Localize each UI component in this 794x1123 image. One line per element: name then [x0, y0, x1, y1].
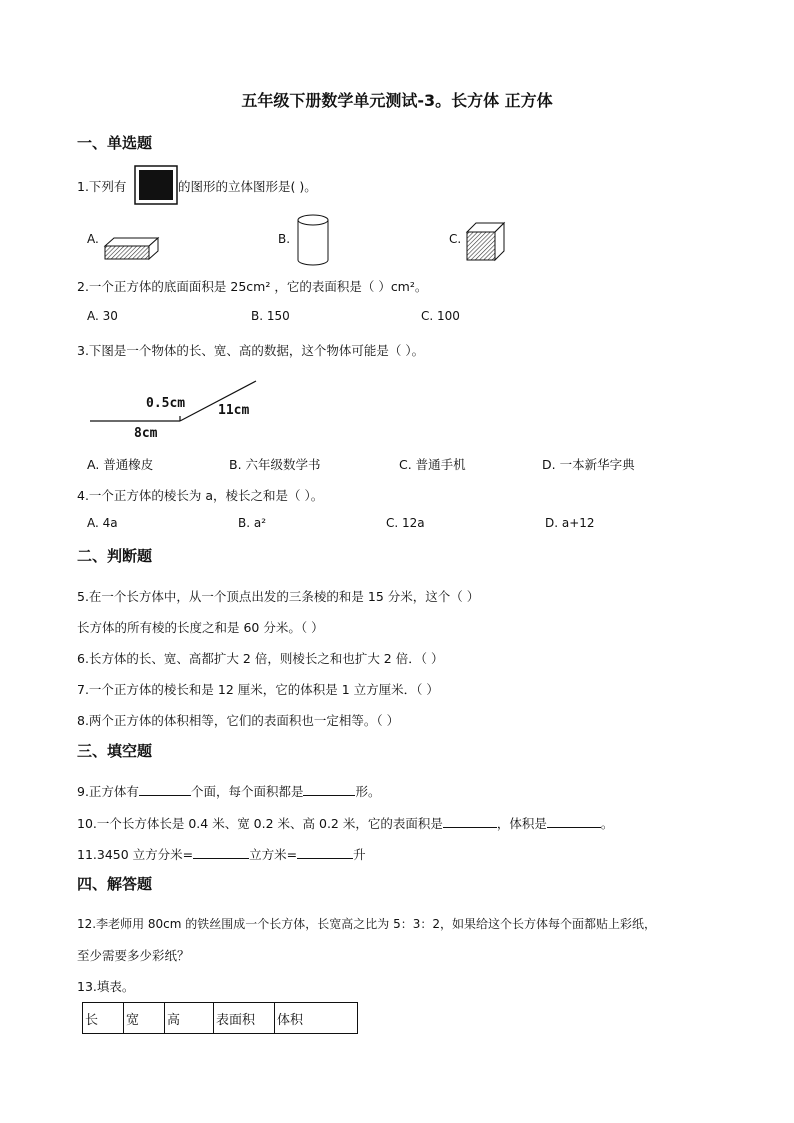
section-heading-problem-solving: 四、解答题	[77, 875, 153, 893]
q4-option-d[interactable]: D. a+12	[545, 516, 595, 530]
answer-blank[interactable]	[297, 846, 353, 859]
figure-label-length: 11cm	[218, 403, 250, 418]
question-11-part-2: 立方米=	[249, 847, 298, 862]
section-heading-true-false: 二、判断题	[77, 547, 153, 565]
section-heading-single-choice: 一、单选题	[77, 134, 153, 152]
answer-blank[interactable]	[443, 815, 497, 828]
answer-blank[interactable]	[303, 783, 355, 796]
q2-option-c[interactable]: C. 100	[421, 309, 460, 323]
question-11-part-3: 升	[353, 847, 366, 862]
q4-option-c[interactable]: C. 12a	[386, 516, 425, 530]
question-13: 13.填表。	[77, 979, 135, 994]
question-10	[77, 814, 613, 832]
q4-option-b[interactable]: B. a²	[238, 516, 267, 530]
question-5-line-2: 长方体的所有棱的长度之和是 60 分米。（ ）	[77, 620, 324, 635]
answer-blank[interactable]	[139, 783, 191, 796]
table-header-width: 宽	[124, 1003, 165, 1034]
question-12-line-2: 至少需要多少彩纸？	[77, 948, 190, 963]
question-12-line-1: 12.李老师用 80cm 的铁丝围成一个长方体，长宽高之比为 5：3：2，如果给这个长方体每个面都贴上彩纸，	[77, 917, 656, 931]
figure-label-width: 8cm	[134, 426, 158, 441]
question-2: 2.一个正方体的底面面积是 25cm² ，它的表面积是（ ）cm²。	[77, 279, 428, 294]
question-10-part-3: 。	[600, 816, 614, 831]
cylinder-icon	[296, 212, 330, 268]
question-11-part-1: 11.3450 立方分米=	[77, 847, 194, 862]
q3-option-d[interactable]: D. 一本新华字典	[542, 457, 635, 472]
q3-option-c[interactable]: C. 普通手机	[399, 457, 466, 472]
question-7: 7.一个正方体的棱长和是 12 厘米，它的体积是 1 立方厘米．（ ）	[77, 682, 439, 697]
question-8: 8.两个正方体的体积相等，它们的表面积也一定相等。（ ）	[77, 713, 400, 728]
question-4: 4.一个正方体的棱长为 a，棱长之和是（ ）。	[77, 488, 324, 503]
table-header-length: 长	[83, 1003, 124, 1034]
question-9-part-3: 形。	[355, 784, 381, 799]
page-title: 五年级下册数学单元测试-3。长方体 正方体	[241, 91, 553, 110]
question-9	[77, 782, 380, 800]
q1-option-b-label[interactable]: B.	[278, 232, 291, 246]
figure-label-height: 0.5cm	[146, 396, 186, 411]
square-icon	[134, 165, 178, 205]
q1-option-a-label[interactable]: A.	[87, 232, 99, 246]
question-3: 3.下图是一个物体的长、宽、高的数据，这个物体可能是（ ）。	[77, 343, 425, 358]
q1-option-c-label[interactable]: C.	[449, 232, 462, 246]
q3-option-b[interactable]: B. 六年级数学书	[229, 457, 321, 472]
fill-in-table	[82, 1002, 358, 1034]
q3-option-a[interactable]: A. 普通橡皮	[87, 457, 154, 472]
q2-option-a[interactable]: A. 30	[87, 309, 118, 323]
table-header-height: 高	[165, 1003, 214, 1034]
question-11	[77, 845, 366, 863]
section-heading-fill-blank: 三、填空题	[77, 742, 153, 760]
table-header-volume: 体积	[275, 1003, 358, 1034]
question-1-suffix: 的图形的立体图形是( )。	[178, 179, 317, 194]
question-6: 6.长方体的长、宽、高都扩大 2 倍，则棱长之和也扩大 2 倍．（ ）	[77, 651, 444, 666]
question-1-prefix: 1.下列有	[77, 179, 127, 194]
question-9-part-2: 个面，每个面积都是	[190, 784, 304, 799]
question-10-part-2: ，体积是	[496, 816, 547, 831]
question-5-line-1: 5.在一个长方体中，从一个顶点出发的三条棱的和是 15 分米，这个（ ）	[77, 589, 480, 604]
table-row	[83, 1003, 358, 1034]
answer-blank[interactable]	[193, 846, 249, 859]
q2-option-b[interactable]: B. 150	[251, 309, 290, 323]
cuboid-icon	[104, 236, 160, 262]
cube-icon	[466, 222, 506, 262]
question-9-part-1: 9.正方体有	[77, 784, 139, 799]
q4-option-a[interactable]: A. 4a	[87, 516, 118, 530]
table-header-surface-area: 表面积	[214, 1003, 275, 1034]
question-10-part-1: 10.一个长方体长是 0.4 米、宽 0.2 米、高 0.2 米，它的表面积是	[77, 816, 443, 831]
question-1	[77, 177, 126, 195]
answer-blank[interactable]	[547, 815, 601, 828]
